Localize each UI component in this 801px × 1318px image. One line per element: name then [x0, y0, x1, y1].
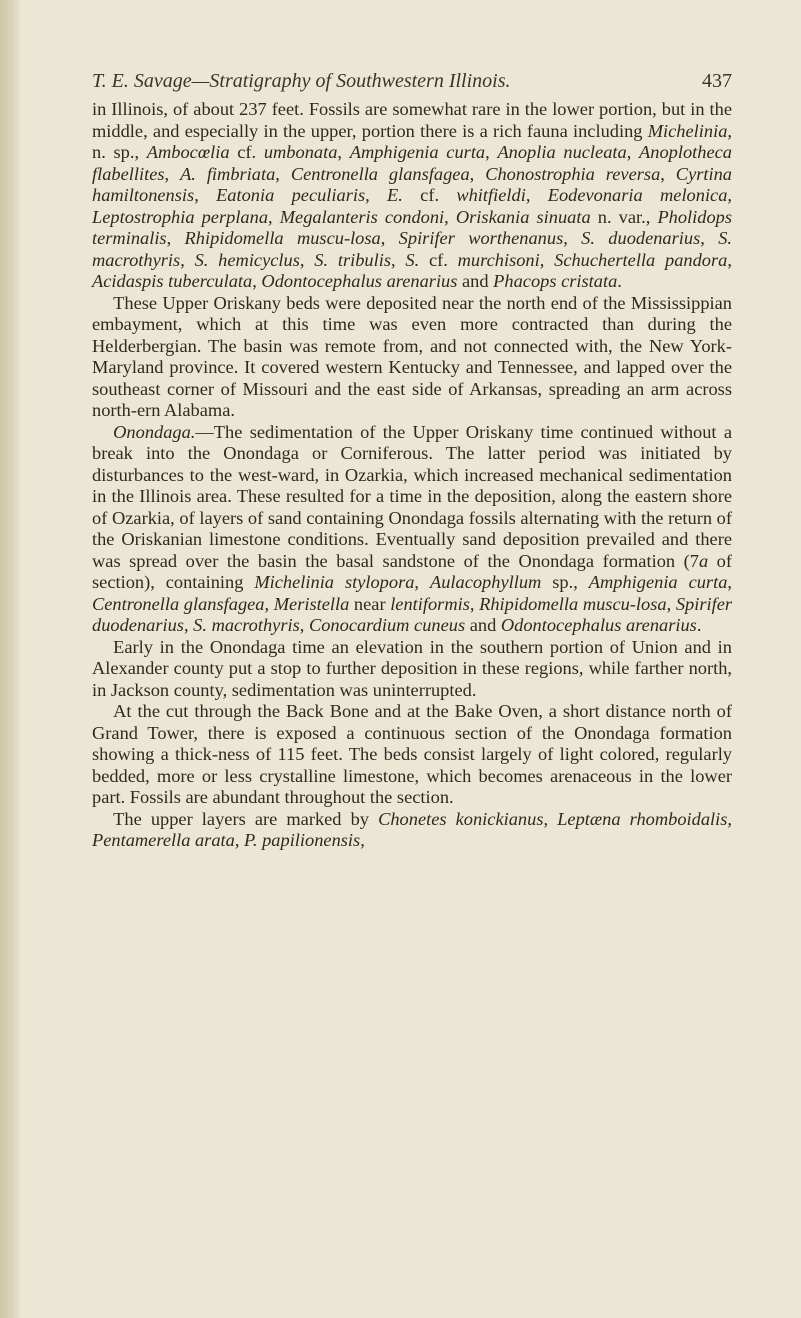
italic-term: S. hemicyclus	[194, 249, 300, 270]
italic-term: Rhipidomella muscu-losa	[184, 228, 381, 248]
body-text	[92, 99, 732, 852]
italic-term: murchisoni	[457, 249, 540, 270]
italic-term: Anoplia nucleata	[497, 142, 627, 162]
text-run: ,	[194, 185, 217, 205]
text-run: ,	[525, 185, 548, 205]
italic-term: Schuchertella pandora	[554, 249, 728, 270]
page-number: 437	[702, 70, 732, 92]
italic-term: S.	[405, 249, 420, 270]
text-run: and	[465, 615, 501, 635]
text-run: ,	[414, 572, 430, 592]
text-run: ,	[539, 249, 555, 270]
italic-term: Spirifer duodenarius	[92, 593, 733, 635]
text-run: ,	[626, 142, 640, 162]
italic-term: Odontocephalus arenarius	[261, 271, 458, 291]
text-run: ,	[275, 163, 291, 184]
italic-term: Onondaga.	[113, 421, 196, 442]
italic-term: Michelinia	[647, 120, 728, 141]
paragraph-onondaga	[92, 422, 732, 637]
text-run: ,	[234, 830, 245, 850]
text-run: ,	[299, 615, 309, 635]
text-run: near	[349, 593, 391, 614]
paragraph-upper-layers	[92, 809, 732, 852]
italic-term: S. macrothyris	[193, 615, 300, 635]
italic-term: E.	[387, 185, 403, 205]
text-run: , n. sp.,	[92, 120, 732, 162]
text-run: ,	[365, 185, 388, 205]
text-run: ,	[660, 163, 676, 184]
text-run: ,	[299, 249, 315, 270]
text-run: cf.	[402, 185, 457, 205]
text-run: ,	[166, 228, 185, 248]
text-run: ,	[727, 185, 733, 205]
text-run: ,	[337, 142, 350, 162]
text-run: n. var.,	[590, 206, 658, 227]
italic-term: Centronella glansfagea	[290, 163, 470, 184]
text-run: .	[617, 271, 622, 291]
italic-term: S. tribulis	[314, 249, 391, 270]
text-run: ,	[727, 249, 732, 270]
text-run: and	[457, 271, 494, 291]
italic-term: Pentamerella arata	[92, 830, 235, 850]
text-run: ,	[380, 228, 399, 248]
text-run: ,	[485, 142, 498, 162]
italic-term: A. fimbriata	[180, 163, 276, 184]
paragraph-fauna-list	[92, 99, 732, 293]
italic-term: Michelinia stylopora	[254, 572, 415, 592]
italic-term: Phacops cristata	[493, 271, 618, 291]
text-run: ,	[268, 206, 280, 227]
paragraph-early-onondaga	[92, 637, 732, 702]
italic-term: Leptostrophia perplana	[92, 206, 269, 227]
italic-term: Anoplotheca flabellites	[92, 142, 732, 184]
text-run: ,	[700, 228, 719, 248]
running-header	[92, 70, 732, 94]
italic-term: Eatonia peculiaris	[216, 185, 366, 205]
italic-term: S. duodenarius	[581, 228, 701, 248]
italic-term: Amphigenia curta	[349, 142, 486, 162]
italic-term: Acidaspis tuberculata	[92, 271, 253, 291]
text-run: ,	[469, 163, 486, 184]
italic-term: Eodevonaria melonica	[547, 185, 728, 205]
text-run: These Upper Oriskany beds were deposited near the north end of the Mississippian embayment, which at this time was even more contracted than during the Helderbergian. The basin was remote from, and not connected with, the New York-Maryland province. It covered western Kentucky and Tennessee, and lapped over the southeast corner of Missouri and the east side of Arkansas, spreading an arm across north-ern Alabama.	[92, 292, 732, 420]
text-run: Early in the Onondaga time an elevation in the southern portion of Union and in Alexander county put a stop to further deposition in these regions, while farther north, in Jackson county, sedimentation was uninterrupted.	[92, 636, 732, 700]
italic-term: a	[698, 550, 709, 571]
italic-term: Amphigenia curta	[588, 572, 728, 592]
text-run: in Illinois, of about 237 feet. Fossils are somewhat rare in the lower portion, but in the middle, and especially in the upper, portion there is a rich fauna including	[92, 99, 732, 141]
text-run: ,	[391, 249, 406, 270]
text-run: sp.,	[541, 572, 589, 592]
italic-term: Centronella glansfagea	[92, 593, 265, 614]
italic-term: Leptæna rhomboidalis	[557, 808, 728, 829]
italic-term: Conocardium cuneus	[308, 615, 466, 635]
text-run: of section), containing	[92, 550, 732, 592]
italic-term: Megalanteris condoni	[279, 206, 445, 227]
text-run: ,	[164, 163, 181, 184]
text-run: ,	[264, 593, 274, 614]
text-run: ,	[180, 249, 195, 270]
text-run: ,	[727, 808, 733, 829]
italic-term: P. papilionensis	[244, 830, 361, 850]
text-run: ,	[360, 830, 365, 850]
text-run: ,	[444, 206, 456, 227]
italic-term: lentiformis	[390, 593, 470, 614]
paragraph-upper-oriskany	[92, 293, 732, 422]
italic-term: Meristella	[273, 593, 350, 614]
text-run: ,	[727, 572, 732, 592]
italic-term: umbonata	[263, 142, 338, 162]
italic-term: Rhipidomella muscu-losa	[479, 593, 667, 614]
italic-term: whitfieldi	[456, 185, 526, 205]
text-run: The upper layers are marked by	[113, 808, 379, 829]
text-run: ,	[563, 228, 582, 248]
text-run: ,	[543, 808, 558, 829]
text-run: —The sedimentation of the Upper Oriskany time continued without a break into the Onondaga or Corniferous. The latter period was initiated by disturbances to the west-ward, in Ozarkia, which increased mechanical sedimentation in the Illinois area. These resulted for a time in the deposition, along the eastern shore of Ozarkia, of layers of sand containing Onondaga fossils alternating with the return of the Oriskanian limestone conditions. Eventually sand deposition prevailed and there was spread over the basin the basal sandstone of the Onondaga formation (7	[92, 421, 732, 571]
running-title: T. E. Savage—Stratigraphy of Southwestern Illinois.	[92, 70, 511, 92]
text-run: cf.	[419, 249, 458, 270]
text-run: ,	[252, 271, 262, 291]
italic-term: Ambocœlia	[146, 142, 230, 162]
italic-term: Aulacophyllum	[429, 572, 542, 592]
page-binding-edge	[0, 0, 22, 1318]
italic-term: Pholidops terminalis	[92, 206, 733, 248]
text-run: .	[696, 615, 702, 635]
text-run: ,	[666, 593, 676, 614]
italic-term: Spirifer worthenanus	[398, 228, 564, 248]
italic-term: Chonetes konickianus	[378, 808, 544, 829]
text-run: ,	[469, 593, 480, 614]
italic-term: Odontocephalus arenarius	[500, 615, 697, 635]
italic-term: Cyrtina hamiltonensis	[92, 163, 732, 205]
paragraph-back-bone-section	[92, 701, 732, 809]
italic-term: Chonostrophia reversa	[485, 163, 661, 184]
italic-term: Oriskania sinuata	[455, 206, 591, 227]
text-run: cf.	[229, 142, 264, 162]
text-run: At the cut through the Back Bone and at the Bake Oven, a short distance north of Grand Tower, there is exposed a continuous section of the Onondaga formation showing a thick-ness of 115 feet. The beds consist largely of light colored, regularly bedded, more or less crystalline limestone, which becomes arenaceous in the lower part. Fossils are abundant throughout the section.	[92, 701, 732, 807]
italic-term: S. macrothyris	[92, 228, 732, 270]
text-run: ,	[183, 615, 194, 635]
